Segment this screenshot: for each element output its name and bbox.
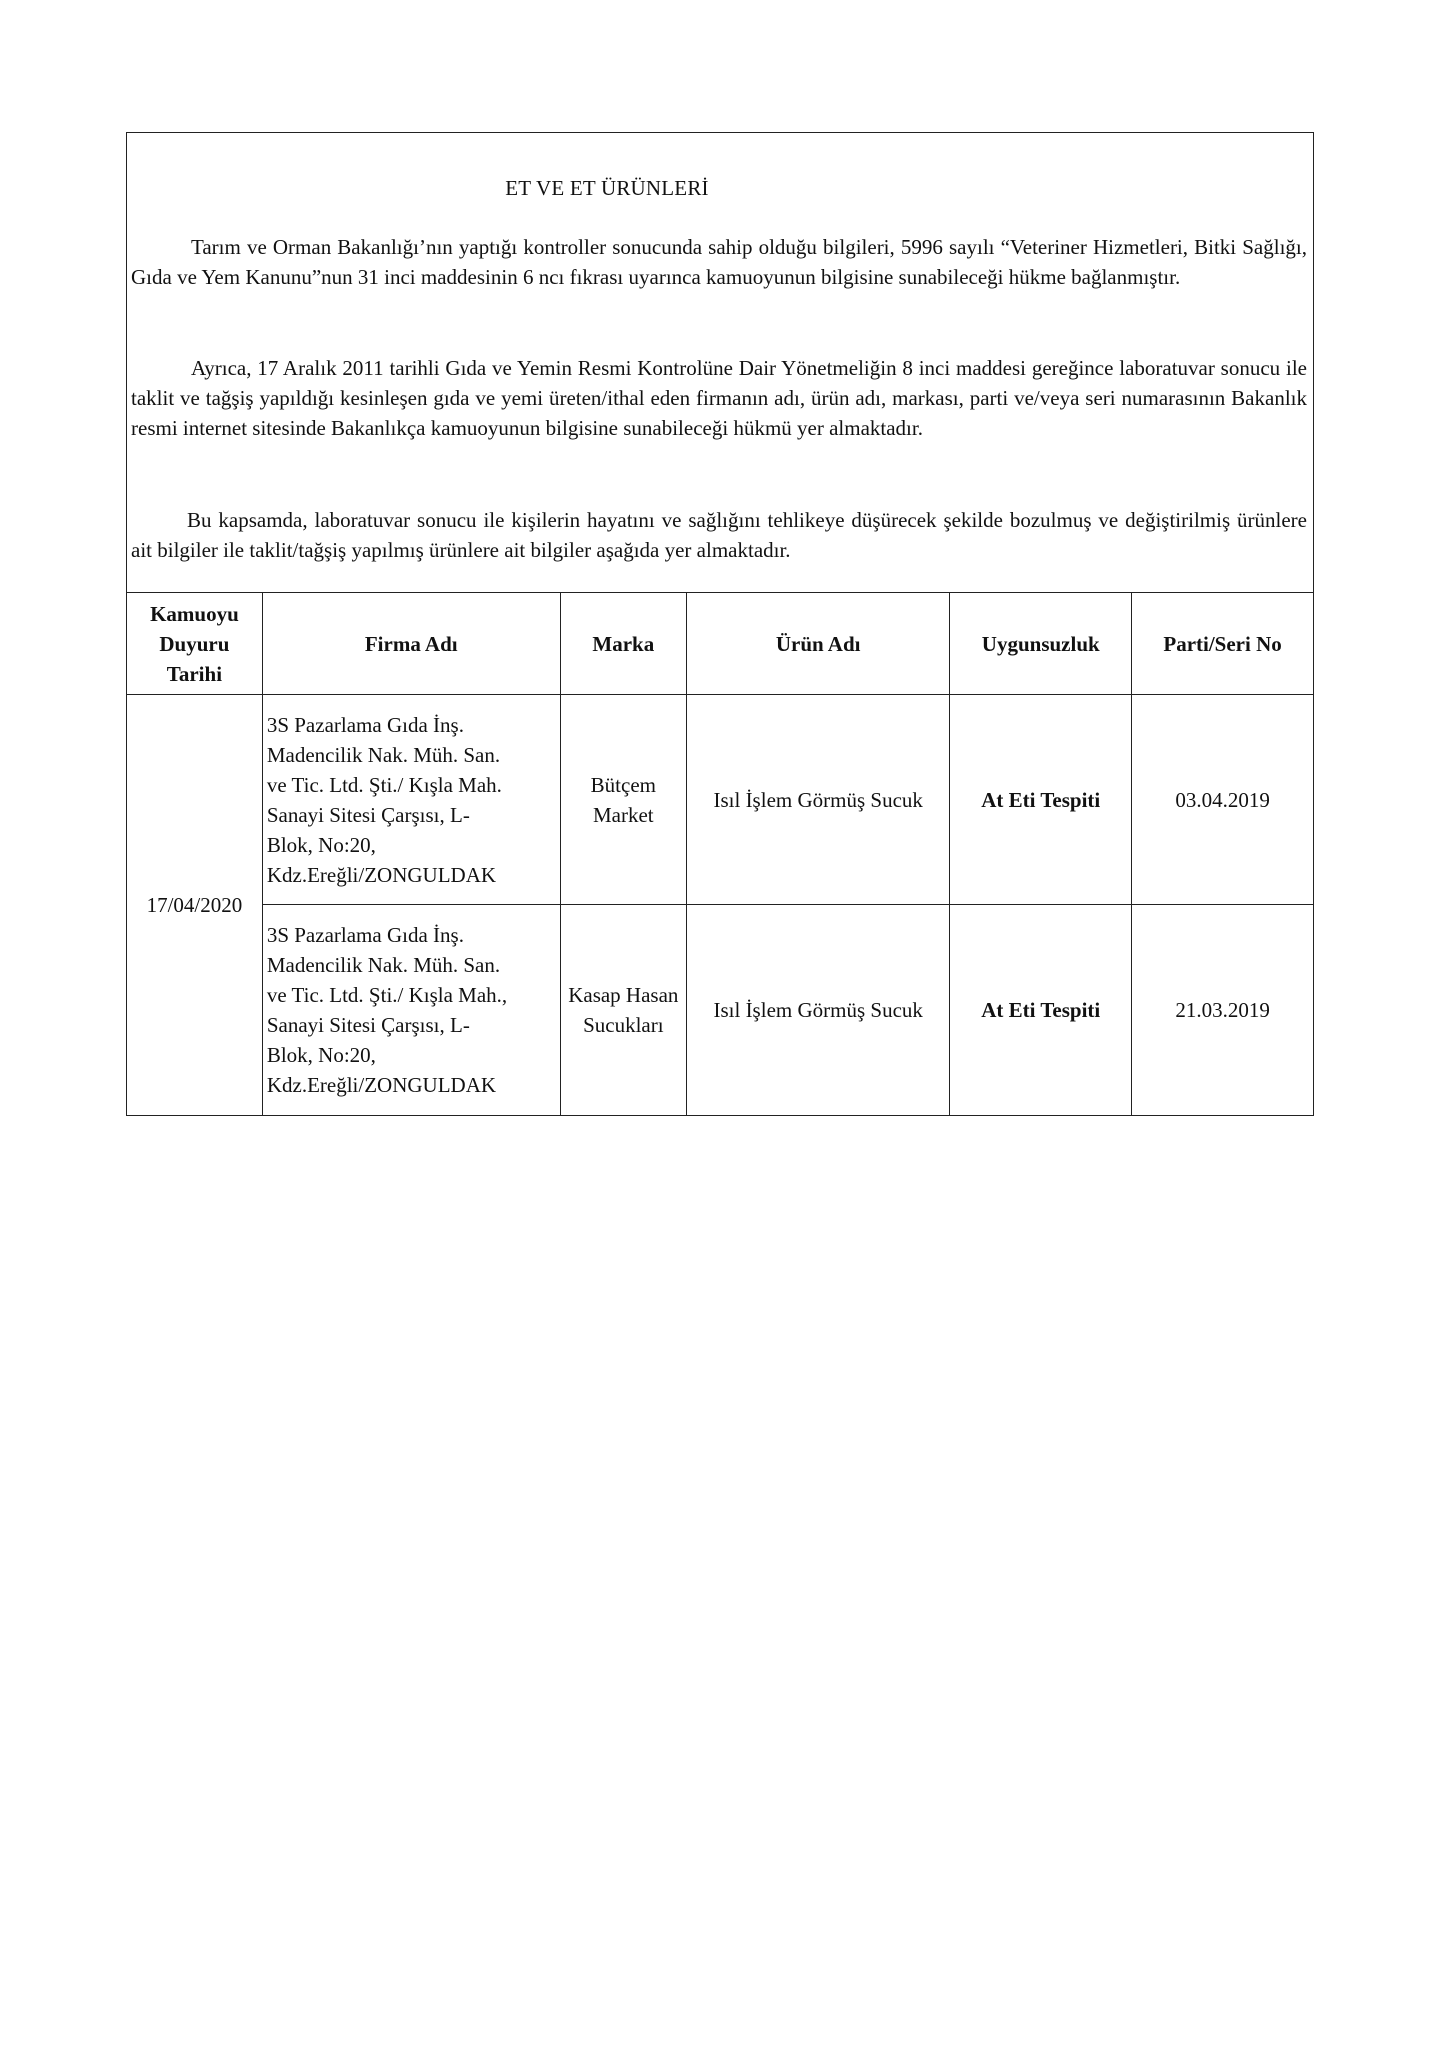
parti-cell: 21.03.2019 [1132, 905, 1314, 1116]
firma-line: Madencilik Nak. Müh. San. [266, 742, 501, 767]
firma-line: ve Tic. Ltd. Şti./ Kışla Mah. [266, 772, 502, 797]
firma-line: Blok, No:20, [266, 832, 376, 857]
document-title: ET VE ET ÜRÜNLERİ [505, 176, 709, 200]
firma-line: 3S Pazarlama Gıda İnş. [266, 923, 464, 947]
uygunsuzluk-cell: At Eti Tespiti [950, 905, 1132, 1116]
firma-line: Kdz.Ereğli/ZONGULDAK [266, 862, 497, 887]
firma-line: 3S Pazarlama Gıda İnş. [266, 712, 464, 737]
firma-line: ve Tic. Ltd. Şti./ Kışla Mah., [266, 983, 508, 1007]
intro-paragraph-2-text: Ayrıca, 17 Aralık 2011 tarihli Gıda ve Yemin Resmi Kontrolüne Dair Yönetmeliğin 8 inci maddesi gereğince laboratuvar sonucu ile taklit ve tağşiş yapıldığı kesinleşen gıda ve yemi üreten/ithal eden firmanın adı, ürün adı, markası, parti ve/veya seri numarasının Bakanlık resmi internet sitesinde Bakanlıkça kamuoyunun bilgisine sunabileceği hükmü yer almaktadır. [131, 356, 1307, 440]
firma-line: Madencilik Nak. Müh. San. [266, 953, 501, 977]
urun-cell: Isıl İşlem Görmüş Sucuk [687, 695, 950, 905]
firma-line: Sanayi Sitesi Çarşısı, L- [266, 802, 470, 827]
header-marka: Marka [560, 593, 686, 695]
intro-paragraph-3 [131, 505, 1307, 565]
header-parti: Parti/Seri No [1132, 593, 1314, 695]
intro-section [126, 132, 1314, 592]
header-date: Kamuoyu Duyuru Tarihi [127, 593, 263, 695]
intro-paragraph-2 [131, 353, 1307, 443]
uygunsuzluk-cell: At Eti Tespiti [950, 695, 1132, 905]
firma-cell [262, 905, 560, 1116]
firma-line: Sanayi Sitesi Çarşısı, L- [266, 1013, 470, 1037]
table-row [127, 905, 1314, 1116]
firma-line: Kdz.Ereğli/ZONGULDAK [266, 1073, 497, 1097]
intro-paragraph-1 [131, 232, 1307, 292]
firma-cell [262, 695, 560, 905]
marka-cell: Kasap Hasan Sucukları [560, 905, 686, 1116]
marka-cell: Bütçem Market [560, 695, 686, 905]
urun-cell: Isıl İşlem Görmüş Sucuk [687, 905, 950, 1116]
intro-paragraph-3-text: Bu kapsamda, laboratuvar sonucu ile kişilerin hayatını ve sağlığını tehlikeye düşürecek şekilde bozulmuş ve değiştirilmiş ürünlere ait bilgiler ile taklit/tağşiş yapılmış ürünlere ait bilgiler aşağıda yer almaktadır. [131, 508, 1307, 562]
table-row [127, 695, 1314, 905]
header-uygunsuzluk: Uygunsuzluk [950, 593, 1132, 695]
header-urun: Ürün Adı [687, 593, 950, 695]
records-table [126, 592, 1314, 1116]
table-header-row [127, 593, 1314, 695]
parti-cell: 03.04.2019 [1132, 695, 1314, 905]
intro-paragraph-1-text: Tarım ve Orman Bakanlığı’nın yaptığı kontroller sonucunda sahip olduğu bilgileri, 5996 sayılı “Veteriner Hizmetleri, Bitki Sağlığı, Gıda ve Yem Kanunu”nun 31 inci maddesinin 6 ncı fıkrası uyarınca kamuoyunun bilgisine sunabileceği hükme bağlanmıştır. [131, 235, 1307, 289]
header-firma: Firma Adı [262, 593, 560, 695]
firma-line: Blok, No:20, [266, 1043, 376, 1067]
announcement-date: 17/04/2020 [127, 695, 263, 1116]
